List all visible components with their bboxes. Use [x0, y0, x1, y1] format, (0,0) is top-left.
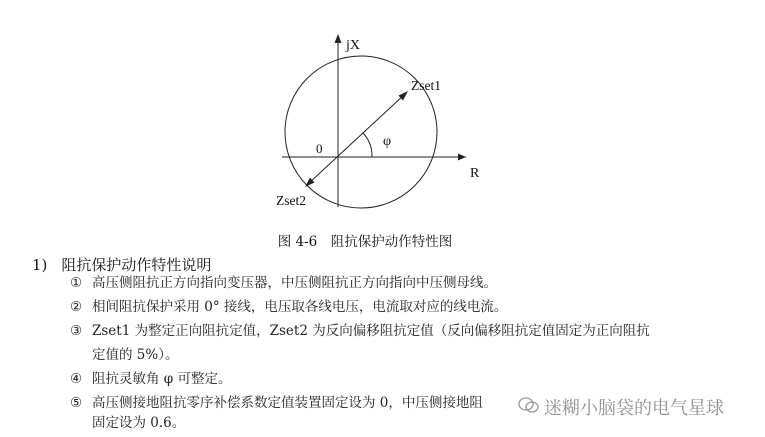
item-marker: ⑤ [70, 395, 83, 411]
origin-label: 0 [316, 141, 323, 156]
list-item-continuation [70, 414, 186, 432]
jx-axis-label: jX [346, 38, 360, 53]
item-marker: ④ [70, 371, 83, 387]
item-marker: ① [70, 275, 83, 291]
r-axis-label: R [470, 166, 480, 181]
list-item [70, 322, 650, 340]
angle-label: φ [383, 134, 392, 149]
section-heading [32, 254, 211, 275]
zset2-label: Zset2 [276, 193, 306, 208]
list-item [70, 274, 497, 292]
zset1-label: Zset1 [411, 78, 441, 93]
figure-caption: 图 4-6 阻抗保护动作特性图 [277, 234, 453, 250]
wechat-icon [518, 396, 540, 419]
list-item [70, 394, 483, 412]
item-marker: ③ [70, 323, 83, 339]
item-text: Zset1 为整定正向阻抗定值，Zset2 为反向偏移阻抗定值（反向偏移阻抗定值固定为正向阻抗 [92, 323, 650, 339]
angle-arc [363, 133, 372, 157]
jx-axis-arrowhead [335, 34, 342, 43]
section-title-text: 阻抗保护动作特性说明 [61, 256, 212, 274]
item-text: 相间阻抗保护采用 0° 接线，电压取各线电压，电流取对应的线电流。 [92, 299, 508, 315]
item-text: 阻抗灵敏角 φ 可整定。 [92, 371, 232, 387]
item-text: 高压侧阻抗正方向指向变压器，中压侧阻抗正方向指向中压侧母线。 [92, 275, 497, 291]
item-text: 固定设为 0.6。 [92, 415, 186, 431]
item-marker: ② [70, 299, 83, 315]
section-number: 1) [32, 256, 48, 274]
item-text: 定值的 5%）。 [92, 347, 179, 363]
list-item-continuation [70, 346, 179, 364]
watermark [518, 394, 765, 420]
item-text: 高压侧接地阻抗零序补偿系数定值装置固定设为 0，中压侧接地阻 [92, 395, 483, 411]
list-item [70, 298, 508, 316]
r-axis-arrowhead [458, 154, 466, 161]
list-item [70, 370, 232, 388]
watermark-text: 迷糊小脑袋的电气星球 [544, 398, 724, 419]
